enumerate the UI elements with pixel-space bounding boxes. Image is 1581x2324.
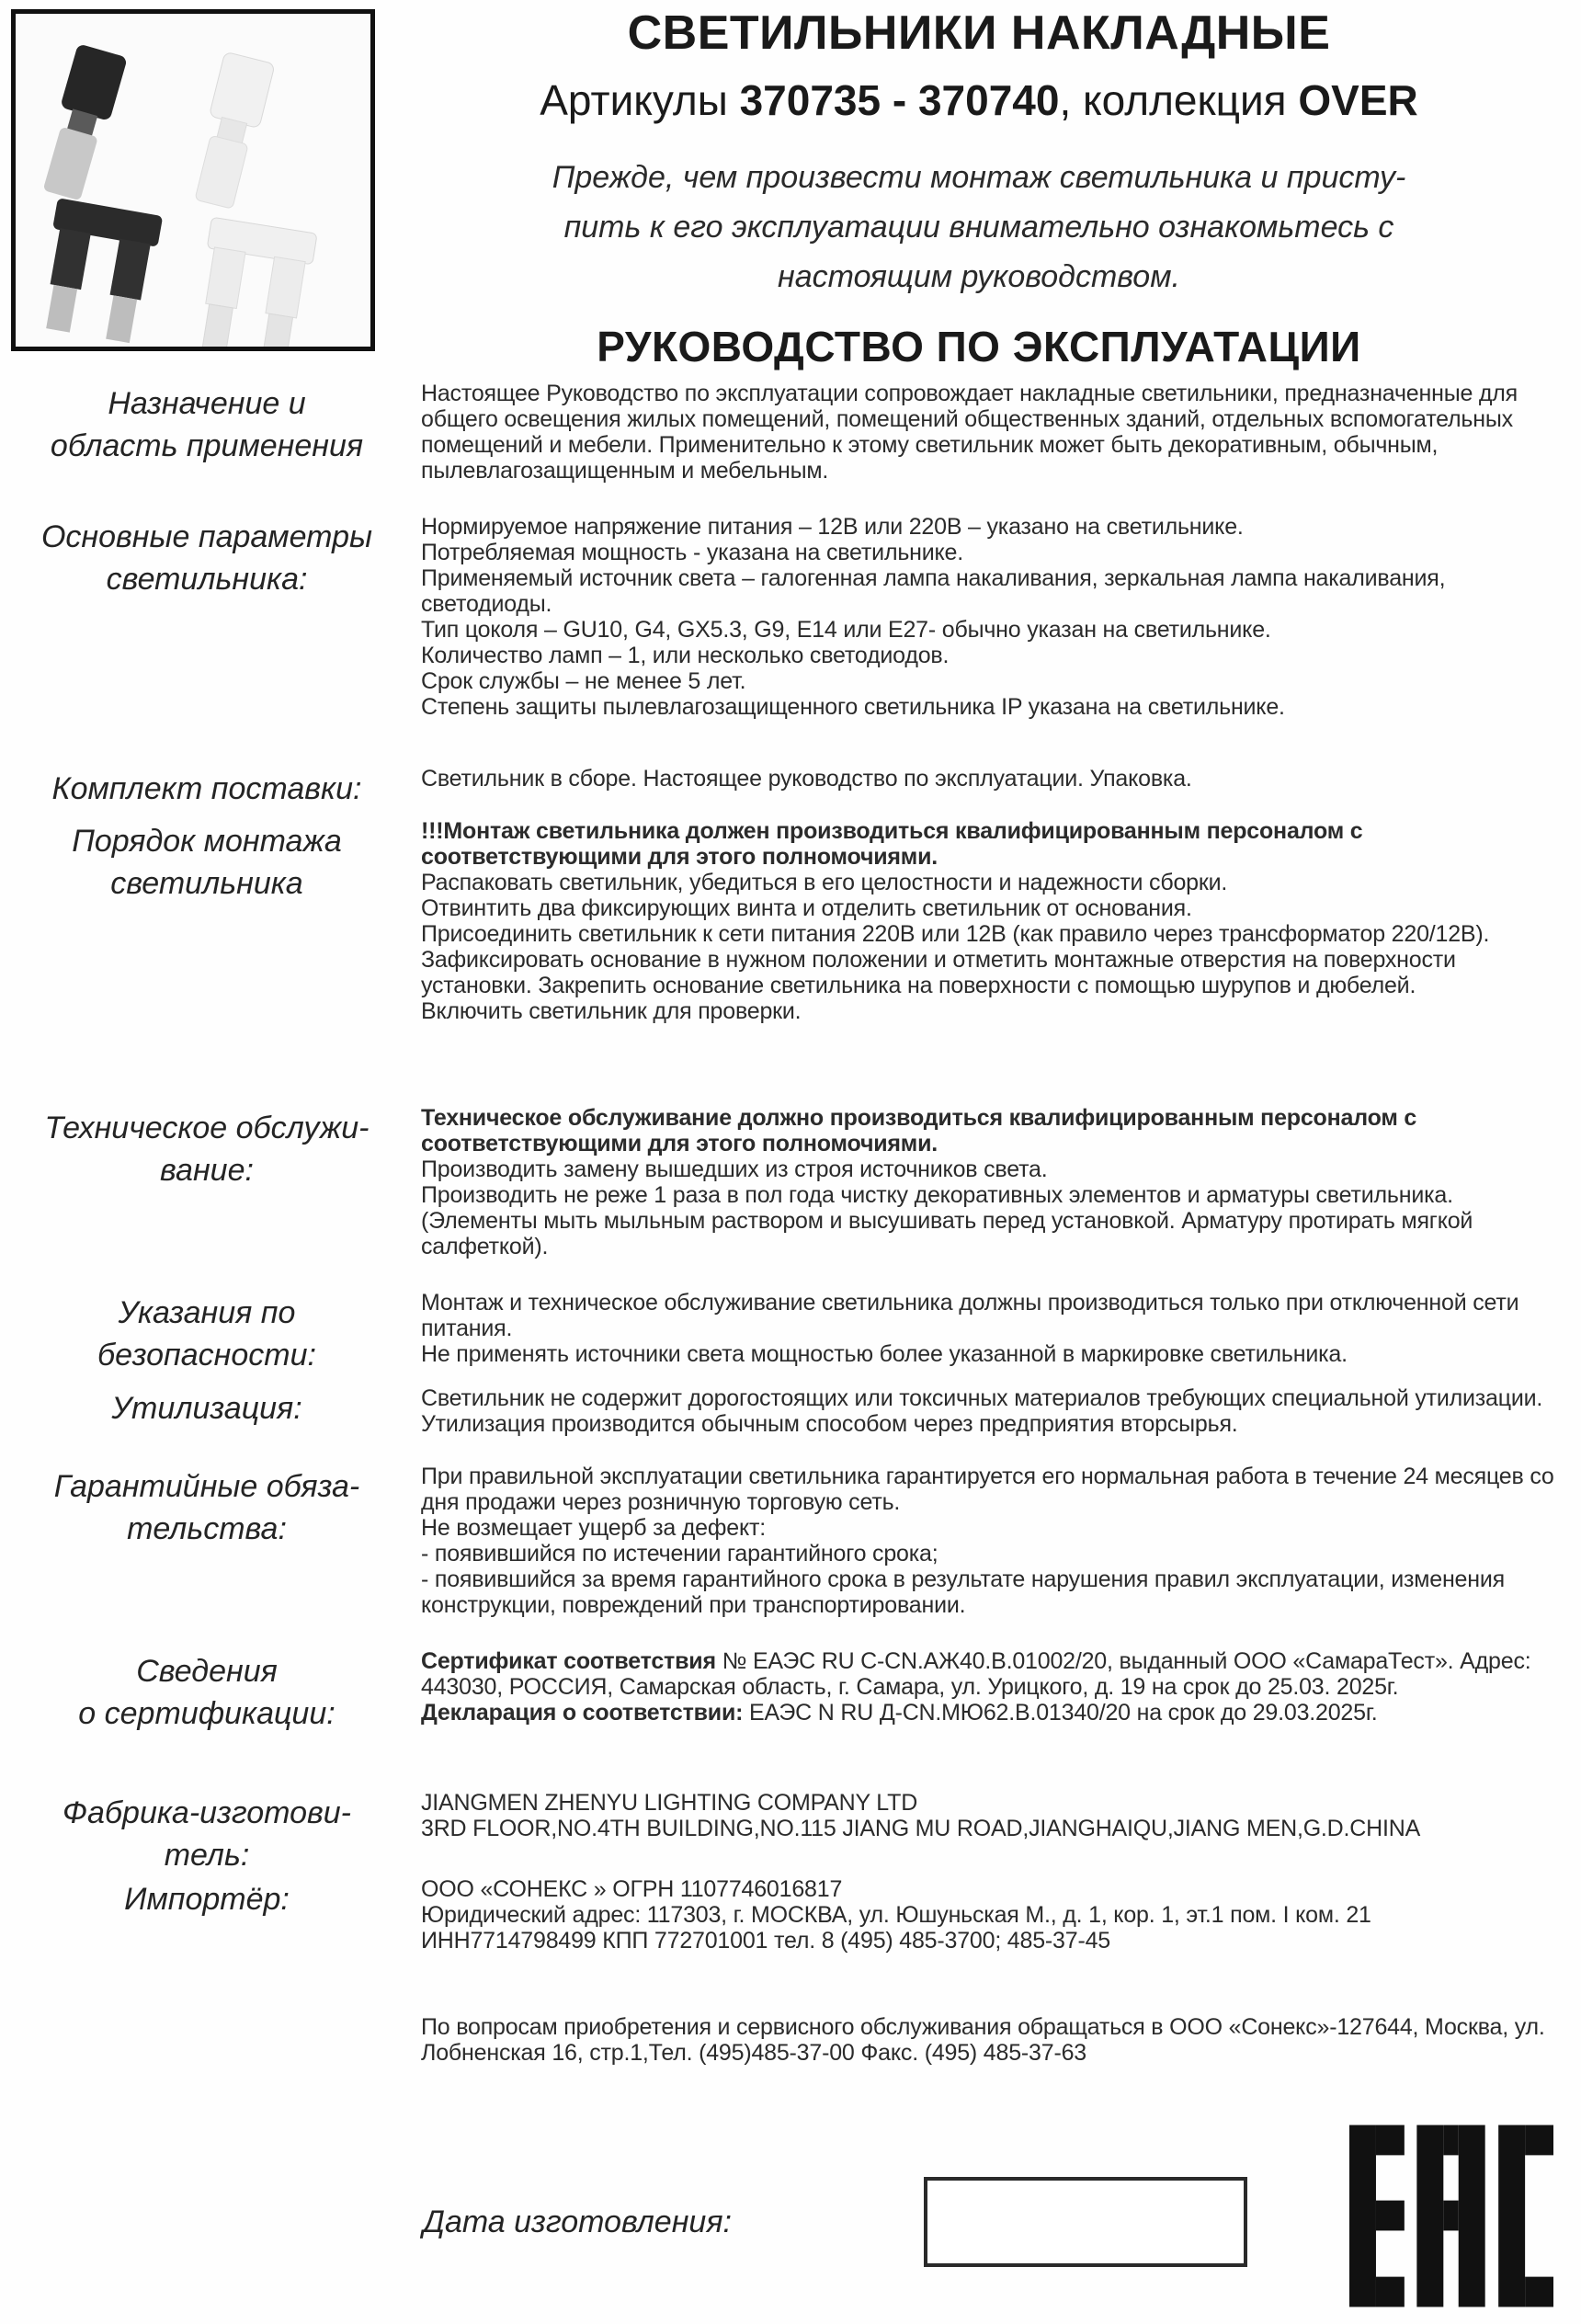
section-body	[414, 381, 1581, 484]
section-label-line: область применения	[50, 428, 364, 463]
section-disposal	[0, 1385, 1581, 1464]
paragraph: Производить замену вышедших из строя источников света.	[421, 1156, 1048, 1182]
sections-table	[0, 381, 1581, 2134]
section-body	[414, 1290, 1581, 1367]
paragraph: Техническое обслуживание должно производиться квалифицированным персоналом с соответствующими для этого полномочиями.	[421, 1105, 1417, 1156]
fixture-dark-double	[35, 198, 163, 345]
articles-number: 370735 - 370740	[739, 76, 1060, 124]
section-label-line: вание:	[160, 1153, 254, 1188]
section-label-line: светильника:	[106, 562, 308, 597]
paragraph: Производить не реже 1 раза в пол года чистку декоративных элементов и арматуры светильника. (Элементы мыть мыльным раствором и высушивать перед установкой. Арматуру протирать мягкой салфеткой).	[421, 1182, 1473, 1259]
declaration-lead: Декларация о соответствии:	[421, 1700, 744, 1726]
paragraph: - появившийся по истечении гарантийного срока;	[421, 1541, 938, 1566]
paragraph: Степень защиты пылевлагозащищенного светильника IP указана на светильнике.	[421, 694, 1285, 720]
paragraph: Количество ламп – 1, или несколько светодиодов.	[421, 643, 950, 668]
paragraph: ООО «СОНЕКС » ОГРН 1107746016817	[421, 1876, 843, 1902]
section-label-line: безопасности:	[97, 1338, 316, 1373]
paragraph: Включить светильник для проверки.	[421, 998, 802, 1024]
paragraph: Отвинтить два фиксирующих винта и отделить светильник от основания.	[421, 895, 1192, 921]
section-maintenance	[0, 1105, 1581, 1290]
section-label-line: о сертификации:	[78, 1696, 336, 1731]
paragraph: JIANGMEN ZHENYU LIGHTING COMPANY LTD	[421, 1790, 918, 1816]
paragraph: Светильник в сборе. Настоящее руководство по эксплуатации. Упаковка.	[421, 766, 1192, 792]
page-title: СВЕТИЛЬНИКИ НАКЛАДНЫЕ	[627, 6, 1331, 60]
section-label-line: тельства:	[127, 1511, 287, 1546]
paragraph: Не применять источники света мощностью более указанной в маркировке светильника.	[421, 1341, 1348, 1367]
declaration-text: ЕАЭС N RU Д-CN.МЮ62.В.01340/20 на срок до 29.03.2025г.	[749, 1700, 1378, 1726]
section-label-line: Фабрика-изготови-	[62, 1795, 351, 1830]
section-body	[414, 1648, 1581, 1726]
manual-title: РУКОВОДСТВО ПО ЭКСПЛУАТАЦИИ	[597, 323, 1361, 370]
paragraph: Применяемый источник света – галогенная лампа накаливания, зеркальная лампа накаливания, светодиоды.	[421, 565, 1446, 617]
section-body	[414, 1464, 1581, 1618]
product-photo	[11, 9, 375, 351]
section-body	[414, 1790, 1581, 1841]
notice-line: настоящим руководством.	[778, 259, 1180, 294]
fixture-light-double	[191, 217, 317, 347]
paragraph: Нормируемое напряжение питания – 12В или 220В – указано на светильнике.	[421, 514, 1244, 540]
section-label-line: Техническое обслужи-	[44, 1111, 370, 1145]
section-certification	[0, 1648, 1581, 1790]
section-label	[0, 1290, 414, 1376]
section-label	[0, 818, 414, 905]
fixture-light-single	[188, 51, 275, 211]
section-body	[414, 1385, 1581, 1437]
paragraph: По вопросам приобретения и сервисного обслуживания обращаться в ООО «Сонекс»-127644, Москва, ул. Лобненская 16, стр.1,Тел. (495)485-37-00 Факс. (495) 485-37-63	[421, 2014, 1545, 2066]
collection-name: OVER	[1298, 76, 1418, 124]
section-label-line: Основные параметры	[40, 519, 373, 554]
section-label	[0, 514, 414, 600]
section-label	[0, 2014, 414, 2016]
section-purpose	[0, 381, 1581, 514]
paragraph: ИНН7714798499 КПП 772701001 тел. 8 (495) 485-3700; 485-37-45	[421, 1928, 1110, 1954]
section-body	[414, 818, 1581, 1024]
paragraph	[421, 1700, 1570, 1726]
fixtures-illustration	[16, 14, 370, 347]
paragraph: Срок службы – не менее 5 лет.	[421, 668, 746, 694]
subtitle	[386, 75, 1572, 125]
paragraph: !!!Монтаж светильника должен производиться квалифицированным персоналом с соответствующими для этого полномочиями.	[421, 818, 1363, 870]
section-body	[414, 1105, 1581, 1259]
paragraph: Монтаж и техническое обслуживание светильника должны производиться только при отключенной сети питания.	[421, 1290, 1519, 1341]
paragraph: Потребляемая мощность - указана на светильнике.	[421, 540, 963, 565]
eac-mark-glyph	[1349, 2122, 1553, 2310]
paragraph: Присоединить светильник к сети питания 220В или 12В (как правило через трансформатор 220/12В).	[421, 921, 1490, 947]
paragraph: Распаковать светильник, убедиться в его целостности и надежности сборки.	[421, 870, 1228, 895]
section-label-line: Утилизация:	[111, 1391, 302, 1426]
section-label-line: светильника	[110, 866, 303, 901]
section-label-line: Импортёр:	[124, 1882, 290, 1917]
section-label	[0, 766, 414, 810]
paragraph: 3RD FLOOR,NO.4TH BUILDING,NO.115 JIANG MU ROAD,JIANGHAIQU,JIANG MEN,G.D.CHINA	[421, 1816, 1421, 1841]
section-label-line: Комплект поставки:	[51, 771, 362, 806]
section-label-line: Порядок монтажа	[72, 824, 342, 859]
section-body	[414, 766, 1581, 792]
section-label	[0, 1464, 414, 1550]
section-label-line: Гарантийные обяза-	[53, 1469, 360, 1504]
articles-prefix: Артикулы	[540, 76, 740, 124]
section-service-note	[0, 2014, 1581, 2134]
certificate-text: № ЕАЭС RU С-CN.АЖ40.В.01002/20, выданный ООО «СамараТест». Адрес: 443030, РОССИЯ, Самарская область, г. Самара, ул. Урицкого, д. 19 на срок до 25.03. 2025г.	[421, 1648, 1531, 1700]
fixture-dark-single	[37, 43, 128, 202]
paragraph: Тип цоколя – GU10, G4, GX5.3, G9, Е14 или Е27- обычно указан на светильнике.	[421, 617, 1271, 643]
paragraph: Настоящее Руководство по эксплуатации сопровождает накладные светильники, предназначенные для общего освещения жилых помещений, помещений общественных зданий, отдельных вспомогательных помещений и мебели. Применительно к этому светильник может быть декоративным, обычным, пылевлагозащищенным и мебельным.	[421, 381, 1518, 484]
certificate-lead: Сертификат соответствия	[421, 1648, 716, 1674]
section-body	[414, 514, 1581, 720]
section-label-line: Назначение и	[108, 386, 306, 421]
manufacture-date-box	[924, 2177, 1247, 2267]
section-label	[0, 381, 414, 467]
paragraph: При правильной эксплуатации светильника гарантируется его нормальная работа в течение 24 месяцев со дня продажи через розничную торговую сеть.	[421, 1464, 1554, 1515]
section-safety	[0, 1290, 1581, 1385]
section-label	[0, 1790, 414, 1876]
section-importer	[0, 1876, 1581, 2014]
section-parameters	[0, 514, 1581, 766]
section-package	[0, 766, 1581, 818]
pre-installation-notice	[386, 153, 1572, 302]
section-label	[0, 1105, 414, 1191]
section-label-line: тель:	[164, 1838, 250, 1873]
manufacture-date-label: Дата изготовления:	[423, 2204, 732, 2239]
paragraph: Юридический адрес: 117303, г. МОСКВА, ул. Юшуньская М., д. 1, кор. 1, эт.1 пом. I ком. 21	[421, 1902, 1371, 1928]
collection-prefix: , коллекция	[1059, 76, 1299, 124]
paragraph	[421, 1648, 1570, 1700]
paragraph: - появившийся за время гарантийного срока в результате нарушения правил эксплуатации, изменения конструкции, повреждений при транспортировании.	[421, 1566, 1505, 1618]
section-body	[414, 2014, 1581, 2066]
notice-line: пить к его эксплуатации внимательно ознакомьтесь с	[563, 210, 1394, 245]
section-label	[0, 1648, 414, 1735]
paragraph: Светильник не содержит дорогостоящих или токсичных материалов требующих специальной утилизации. Утилизация производится обычным способом через предприятия вторсырья.	[421, 1385, 1543, 1437]
section-installation	[0, 818, 1581, 1105]
section-warranty	[0, 1464, 1581, 1648]
paragraph: Не возмещает ущерб за дефект:	[421, 1515, 766, 1541]
section-label	[0, 1385, 414, 1430]
document-header	[386, 6, 1572, 371]
eac-mark	[1349, 2122, 1553, 2310]
section-label-line: Сведения	[136, 1654, 278, 1689]
paragraph: Зафиксировать основание в нужном положении и отметить монтажные отверстия на поверхности установки. Закрепить основание светильника на поверхности с помощью шурупов и дюбелей.	[421, 947, 1456, 998]
notice-line: Прежде, чем произвести монтаж светильника и присту-	[552, 160, 1406, 195]
section-label-line: Указания по	[118, 1295, 296, 1330]
section-body	[414, 1876, 1581, 1954]
section-factory	[0, 1790, 1581, 1876]
section-label	[0, 1876, 414, 1920]
